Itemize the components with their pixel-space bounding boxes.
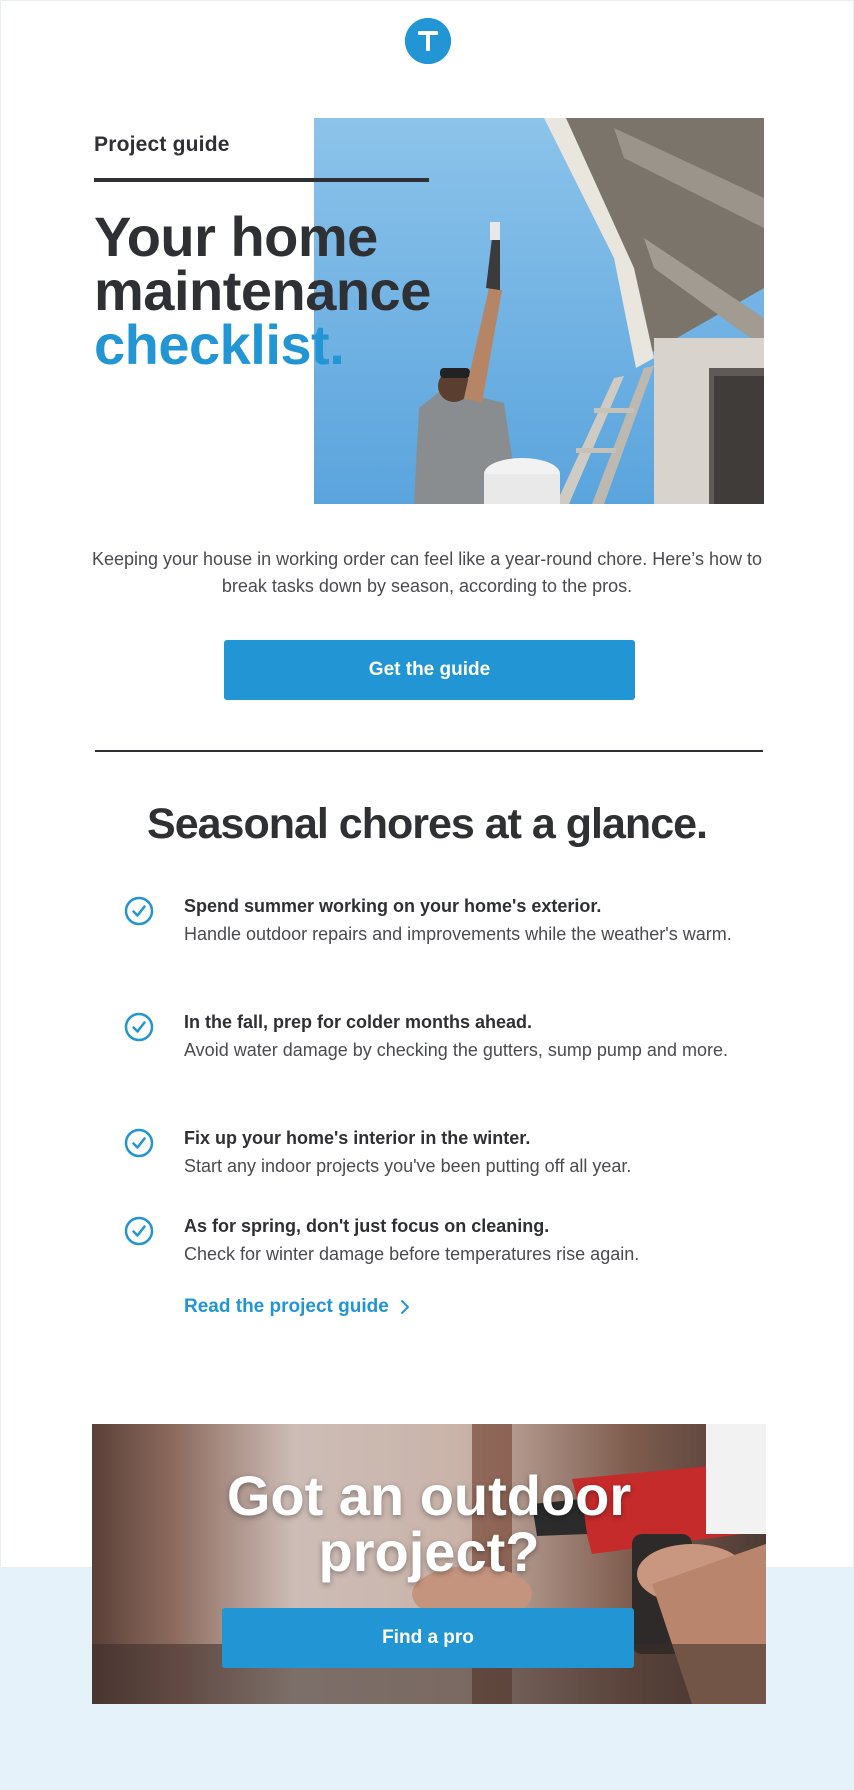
chore-body: Check for winter damage before temperatures rise again. <box>184 1244 640 1264</box>
intro-text: Keeping your house in working order can feel like a year-round chore. Here’s how to break tasks down by season, according to the pros. <box>91 549 763 596</box>
check-circle-icon <box>124 1216 154 1246</box>
chevron-right-icon <box>399 1299 411 1315</box>
check-circle-icon <box>124 896 154 926</box>
chore-heading: Fix up your home's interior in the winter. <box>184 1128 531 1148</box>
hero-title-line1: Your home <box>94 205 378 268</box>
thumbtack-logo-icon[interactable] <box>405 18 451 64</box>
chore-heading: Spend summer working on your home's exterior. <box>184 896 602 916</box>
hero-title <box>94 205 514 376</box>
find-a-pro-button[interactable]: Find a pro <box>222 1608 634 1668</box>
get-the-guide-button[interactable]: Get the guide <box>224 640 635 700</box>
chore-heading: As for spring, don't just focus on cleaning. <box>184 1216 550 1236</box>
eyebrow-rule <box>94 178 429 182</box>
promo-title <box>92 1464 766 1583</box>
chore-body: Avoid water damage by checking the gutters, sump pump and more. <box>184 1040 728 1060</box>
section-title: Seasonal chores at a glance. <box>147 800 707 848</box>
chore-heading: In the fall, prep for colder months ahead. <box>184 1012 533 1032</box>
read-project-guide-link[interactable] <box>184 1296 411 1318</box>
promo-title-line1: Got an outdoor <box>226 1464 632 1527</box>
chore-body: Handle outdoor repairs and improvements while the weather's warm. <box>184 924 732 944</box>
eyebrow-label: Project guide <box>94 133 230 156</box>
read-project-guide-label: Read the project guide <box>184 1296 389 1317</box>
section-divider <box>95 750 763 752</box>
chore-body: Start any indoor projects you've been putting off all year. <box>184 1156 632 1176</box>
outdoor-project-banner <box>92 1424 766 1704</box>
check-circle-icon <box>124 1128 154 1158</box>
promo-title-line2: project? <box>318 1520 540 1583</box>
hero-title-line2: maintenance <box>94 259 431 322</box>
check-circle-icon <box>124 1012 154 1042</box>
hero-title-accent: checklist. <box>94 313 345 376</box>
